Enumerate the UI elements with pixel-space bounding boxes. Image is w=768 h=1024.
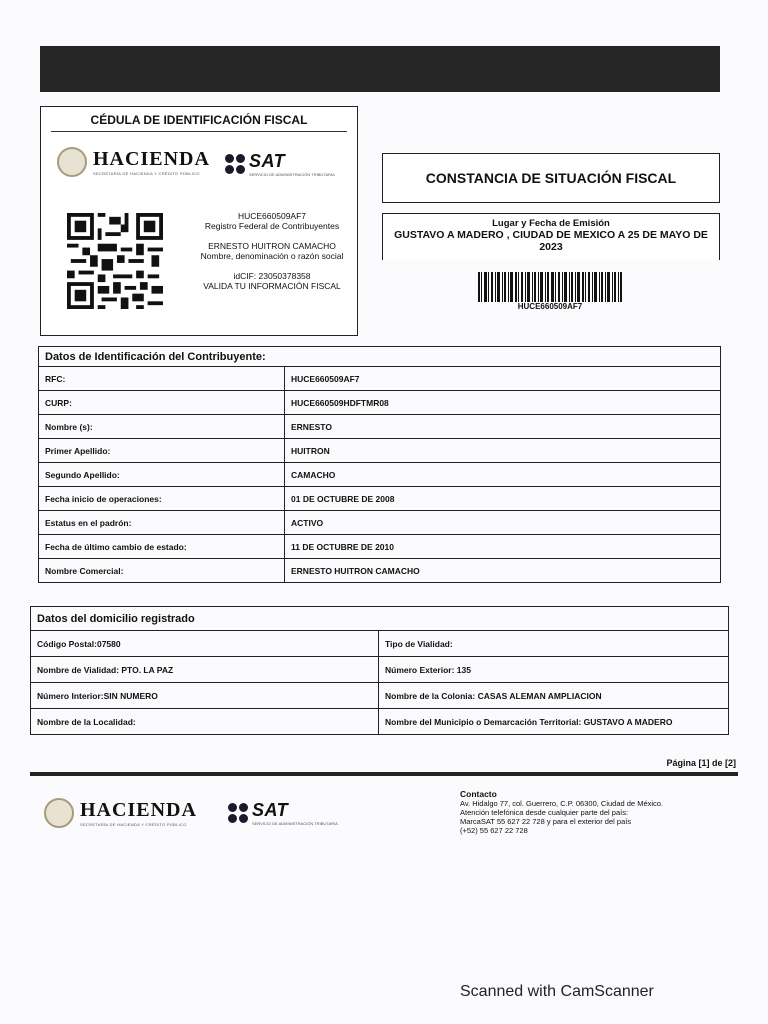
emision-label: Lugar y Fecha de Emisión [492,218,610,229]
table-row [39,415,721,439]
cell-left: Código Postal:07580 [31,631,379,657]
domicilio-title: Datos del domicilio registrado [31,607,729,631]
scanner-watermark: Scanned with CamScanner [460,983,654,1000]
footer-sat-logo: SAT SERVICIO DE ADMINISTRACIÓN TRIBUTARIA [228,800,338,826]
page-number: Página [1] de [2] [666,758,736,768]
contribuyente-title: Datos de Identificación del Contribuyente: [39,347,721,367]
contacto-title: Contacto [460,789,497,799]
sat-dots-icon [225,154,245,174]
table-row [39,367,721,391]
table-row [39,559,721,583]
table-row [39,439,721,463]
row-value: CAMACHO [285,463,721,487]
cell-left: Nombre de la Localidad: [31,709,379,735]
contribuyente-section [38,346,720,583]
divider [51,131,347,132]
qr-code-icon [65,213,165,309]
contacto [460,790,740,835]
table-row [39,511,721,535]
cedula-valida: VALIDA TU INFORMACIÓN FISCAL [203,281,341,291]
row-value: ERNESTO HUITRON CAMACHO [285,559,721,583]
footer-divider [30,772,738,776]
table-row [31,657,729,683]
constancia-box [382,153,720,203]
seal-icon [44,798,74,828]
row-value: 01 DE OCTUBRE DE 2008 [285,487,721,511]
emision-box [382,213,720,260]
contacto-line: MarcaSAT 55 627 22 728 y para el exterior del país [460,817,632,826]
cedula-name-label: Nombre, denominación o razón social [200,251,344,261]
row-value: 11 DE OCTUBRE DE 2010 [285,535,721,559]
row-label: Segundo Apellido: [39,463,285,487]
cell-right: Nombre de la Colonia: CASAS ALEMAN AMPLIACION [379,683,729,709]
barcode-icon [478,272,622,302]
emision-value: GUSTAVO A MADERO , CIUDAD DE MEXICO A 25 DE MAYO DE 2023 [394,229,708,253]
redaction-bar [40,46,720,92]
row-value: ACTIVO [285,511,721,535]
table-row [31,709,729,735]
cedula-rfc: HUCE660509AF7 [237,211,307,221]
barcode-text: HUCE660509AF7 [517,302,583,311]
row-label: RFC: [39,367,285,391]
row-value: ERNESTO [285,415,721,439]
contacto-line: Atención telefónica desde cualquier parte del país: [460,808,629,817]
cell-right: Nombre del Municipio o Demarcación Territorial: GUSTAVO A MADERO [379,709,729,735]
cell-right: Tipo de Vialidad: [379,631,729,657]
table-row [39,463,721,487]
row-label: Primer Apellido: [39,439,285,463]
table-row [31,683,729,709]
cell-left: Número Interior:SIN NUMERO [31,683,379,709]
sat-logo: SAT SERVICIO DE ADMINISTRACIÓN TRIBUTARIA [225,151,335,177]
table-row [39,391,721,415]
contacto-line: (+52) 55 627 22 728 [460,826,528,835]
row-label: Nombre Comercial: [39,559,285,583]
constancia-title: CONSTANCIA DE SITUACIÓN FISCAL [425,170,677,186]
contacto-line: Av. Hidalgo 77, col. Guerrero, C.P. 06300, Ciudad de México. [460,799,664,808]
row-label: Fecha inicio de operaciones: [39,487,285,511]
row-value: HUITRON [285,439,721,463]
hacienda-logo: HACIENDA SECRETARÍA DE HACIENDA Y CRÉDITO PÚBLICO [57,147,210,177]
row-value: HUCE660509HDFTMR08 [285,391,721,415]
cell-right: Número Exterior: 135 [379,657,729,683]
cedula-title: CÉDULA DE IDENTIFICACIÓN FISCAL [90,113,308,127]
table-row [39,487,721,511]
row-label: Fecha de último cambio de estado: [39,535,285,559]
row-label: Nombre (s): [39,415,285,439]
cedula-idcif: idCIF: 23050378358 [233,271,311,281]
cell-left: Nombre de Vialidad: PTO. LA PAZ [31,657,379,683]
cedula-rfc-label: Registro Federal de Contribuyentes [204,221,340,231]
seal-icon [57,147,87,177]
sat-dots-icon [228,803,248,823]
cedula-name: ERNESTO HUITRON CAMACHO [208,241,336,251]
row-label: Estatus en el padrón: [39,511,285,535]
domicilio-section [30,606,728,735]
footer-hacienda-logo: HACIENDA SECRETARÍA DE HACIENDA Y CRÉDITO PÚBLICO [44,798,197,828]
cedula-info [189,211,355,291]
row-label: CURP: [39,391,285,415]
table-row [31,631,729,657]
row-value: HUCE660509AF7 [285,367,721,391]
cedula-box [40,106,358,336]
table-row [39,535,721,559]
